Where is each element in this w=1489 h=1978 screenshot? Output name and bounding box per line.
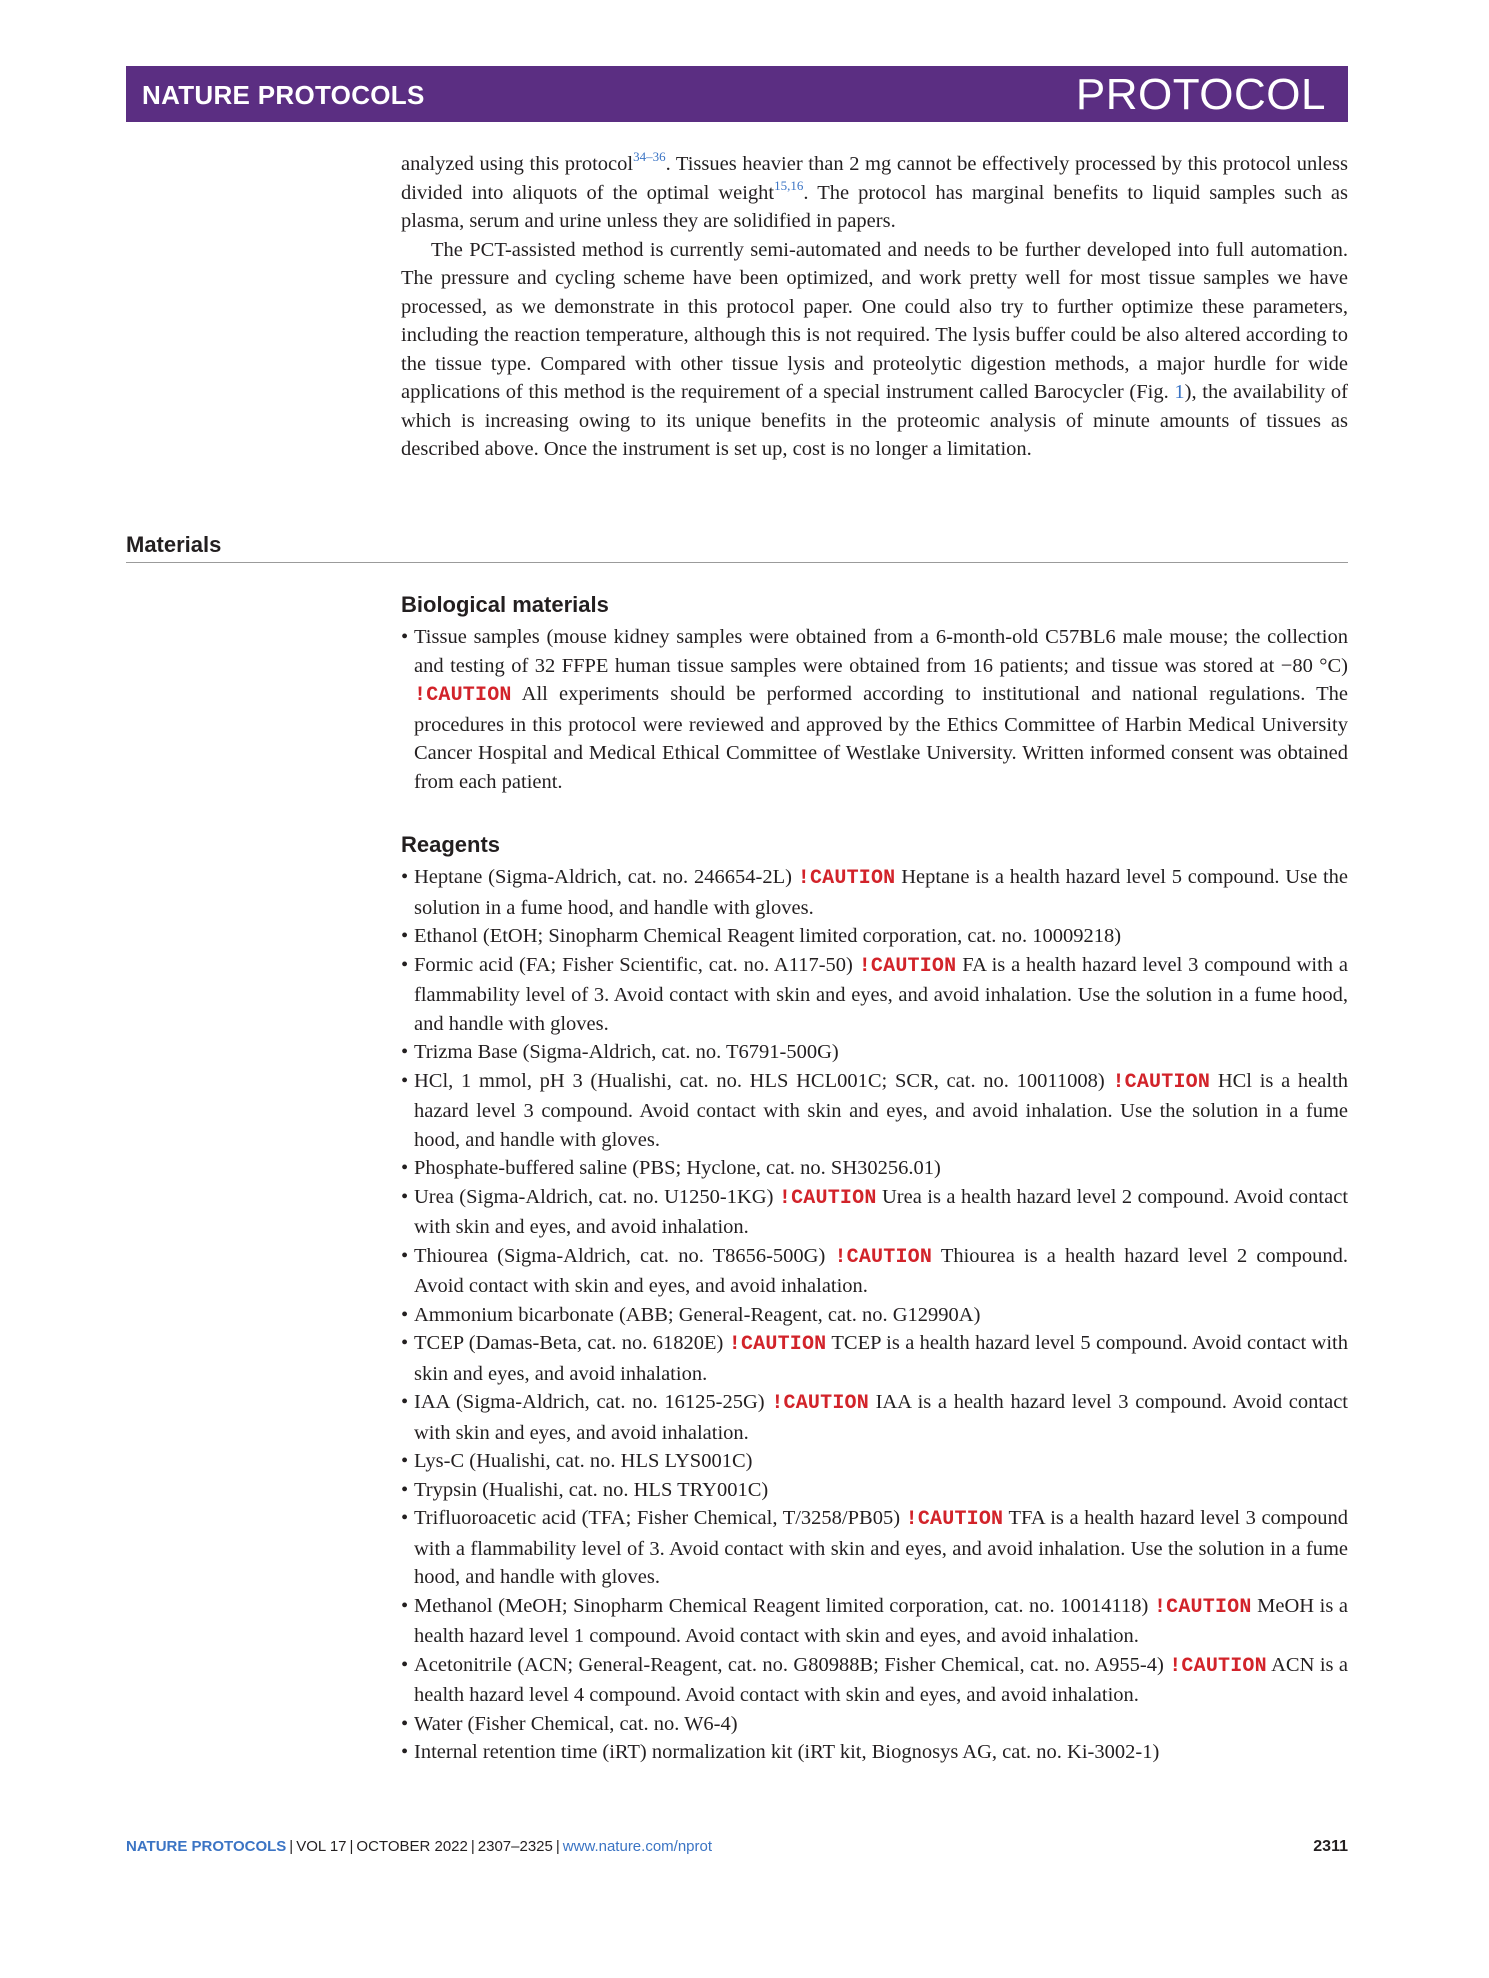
footer-journal: NATURE PROTOCOLS (126, 1838, 287, 1855)
caution-note: TCEP is a health hazard level 5 compound. Avoid contact with skin and eyes, and avoid inhalation. (414, 1332, 1348, 1385)
biological-materials-section (401, 590, 1348, 796)
reagents-heading: Reagents (401, 832, 501, 857)
text-span: . Tissues heavier than 2 mg cannot be effectively processed by this protocol unless divided into aliquots of the optimal weight (401, 153, 1348, 204)
item-text: Lys-C (Hualishi, cat. no. HLS LYS001C) (414, 1450, 753, 1472)
item-text: Tissue samples (mouse kidney samples were obtained from a 6-month-old C57BL6 male mouse; the collection and testing of 32 FFPE human tissue samples were obtained from 16 patients; and tissue was stored at −80 °C) (414, 626, 1348, 677)
item-text: Formic acid (FA; Fisher Scientific, cat. no. A117-50) (414, 953, 853, 976)
item-text: Trifluoroacetic acid (TFA; Fisher Chemical, T/3258/PB05) (414, 1507, 901, 1529)
biological-materials-list (401, 623, 1348, 796)
intro-paragraph-2 (401, 236, 1348, 464)
caution-note: Thiourea is a health hazard level 2 compound. Avoid contact with skin and eyes, and avoid inhalation. (414, 1244, 1348, 1297)
item-text: Heptane (Sigma-Aldrich, cat. no. 246654-2L) (414, 866, 792, 888)
list-item (401, 1447, 1348, 1476)
caution-note: ACN is a health hazard level 4 compound. Avoid contact with skin and eyes, and avoid inhalation. (414, 1653, 1349, 1706)
item-text: HCl, 1 mmol, pH 3 (Hualishi, cat. no. HLS HCL001C; SCR, cat. no. 10011008) (414, 1069, 1105, 1092)
list-item (401, 922, 1348, 951)
figure-link[interactable]: 1 (1174, 381, 1185, 403)
item-text: Trypsin (Hualishi, cat. no. HLS TRY001C) (414, 1478, 769, 1501)
intro-text (401, 150, 1348, 464)
caution-label: !CAUTION (728, 1333, 827, 1356)
item-text: Trizma Base (Sigma-Aldrich, cat. no. T6791-500G) (414, 1041, 839, 1063)
citation-link[interactable]: 34–36 (633, 149, 666, 164)
item-text: Methanol (MeOH; Sinopharm Chemical Reagent limited corporation, cat. no. 10014118) (414, 1594, 1149, 1617)
biological-materials-heading: Biological materials (401, 592, 609, 617)
caution-note: FA is a health hazard level 3 compound with a flammability level of 3. Avoid contact with skin and eyes, and avoid inhalation. Use the solution in a fume hood, and handle with gloves. (414, 953, 1348, 1035)
list-item (401, 1651, 1348, 1710)
text-span: . The protocol has marginal benefits to liquid samples such as plasma, serum and urine unless they are solidified in papers. (401, 181, 1349, 232)
list-item (401, 1710, 1348, 1739)
list-item (401, 1183, 1348, 1242)
caution-note: IAA is a health hazard level 3 compound. Avoid contact with skin and eyes, and avoid inhalation. (414, 1391, 1348, 1444)
list-item (401, 1242, 1348, 1301)
item-text: Ammonium bicarbonate (ABB; General-Reagent, cat. no. G12990A) (414, 1303, 981, 1326)
list-item (401, 863, 1348, 922)
list-item (401, 623, 1348, 796)
item-text: IAA (Sigma-Aldrich, cat. no. 16125-25G) (414, 1391, 765, 1413)
caution-note: Heptane is a health hazard level 5 compound. Use the solution in a fume hood, and handle with gloves. (414, 866, 1349, 919)
item-text: Thiourea (Sigma-Aldrich, cat. no. T8656-500G) (414, 1244, 826, 1267)
list-item (401, 1301, 1348, 1330)
item-text: Urea (Sigma-Aldrich, cat. no. U1250-1KG) (414, 1185, 774, 1208)
caution-label: !CAUTION (905, 1508, 1004, 1531)
footer-volume: VOL 17 (296, 1838, 347, 1855)
caution-label: !CAUTION (858, 954, 957, 978)
caution-label: !CAUTION (834, 1245, 933, 1269)
caution-label: !CAUTION (771, 1392, 869, 1415)
caution-label: !CAUTION (1112, 1070, 1211, 1094)
item-text: Internal retention time (iRT) normalization kit (iRT kit, Biognosys AG, cat. no. Ki-3002-1) (414, 1741, 1160, 1763)
caution-label: !CAUTION (414, 684, 512, 707)
list-item (401, 1476, 1348, 1505)
item-text: Phosphate-buffered saline (PBS; Hyclone, cat. no. SH30256.01) (414, 1157, 941, 1179)
caution-note: MeOH is a health hazard level 1 compound. Avoid contact with skin and eyes, and avoid inhalation. (414, 1594, 1349, 1647)
citation-link[interactable]: 15,16 (774, 177, 804, 193)
list-item (401, 1592, 1348, 1651)
intro-paragraph-1 (401, 150, 1348, 236)
caution-label: !CAUTION (1169, 1654, 1267, 1678)
list-item (401, 1038, 1348, 1067)
text-span: analyzed using this protocol (401, 153, 634, 175)
caution-label: !CAUTION (778, 1186, 877, 1210)
article-type: PROTOCOL (1075, 70, 1326, 119)
reagents-section (401, 830, 1348, 1767)
journal-name: NATURE PROTOCOLS (142, 80, 425, 110)
footer-url-link[interactable]: www.nature.com/nprot (562, 1838, 713, 1855)
footer-date: OCTOBER 2022 (356, 1838, 468, 1855)
page-footer: NATURE PROTOCOLS | VOL 17 | OCTOBER 2022 | 2307–2325 | www.nature.com/nprot 2311 (126, 1838, 1348, 1855)
list-item (401, 1329, 1348, 1388)
text-span: ), the availability of which is increasing owing to its unique benefits in the proteomic analysis of minute amounts of tissues as described above. Once the instrument is set up, cost is no longer a limitation. (401, 381, 1348, 460)
materials-heading: Materials (126, 532, 1348, 563)
list-item (401, 1388, 1348, 1447)
item-text: Water (Fisher Chemical, cat. no. W6-4) (414, 1712, 738, 1735)
list-item (401, 1154, 1348, 1183)
caution-note: HCl is a health hazard level 3 compound. Avoid contact with skin and eyes, and avoid inhalation. Use the solution in a fume hood, and handle with gloves. (414, 1069, 1349, 1151)
journal-banner (126, 66, 1348, 122)
list-item (401, 1738, 1348, 1767)
reagents-list (401, 863, 1348, 1767)
caution-note: All experiments should be performed according to institutional and national regulations. The procedures in this protocol were reviewed and approved by the Ethics Committee of Harbin Medical University Cancer Hospital and Medical Ethical Committee of Westlake University. Written informed consent was obtained from each patient. (414, 683, 1348, 793)
list-item (401, 1067, 1348, 1155)
page-number: 2311 (1313, 1838, 1348, 1855)
caution-note: TFA is a health hazard level 3 compound with a flammability level of 3. Avoid contact with skin and eyes, and avoid inhalation. Use the solution in a fume hood, and handle with gloves. (414, 1507, 1348, 1588)
text-span: The PCT-assisted method is currently semi-automated and needs to be further developed into full automation. The pressure and cycling scheme have been optimized, and work pretty well for most tissue samples we have processed, as we demonstrate in this protocol paper. One could also try to further optimize these parameters, including the reaction temperature, although this is not required. The lysis buffer could be also altered according to the tissue type. Compared with other tissue lysis and proteolytic digestion methods, a major hurdle for wide applications of this method is the requirement of a special instrument called Barocycler (Fig. (401, 238, 1348, 403)
caution-note: Urea is a health hazard level 2 compound. Avoid contact with skin and eyes, and avoid inhalation. (414, 1185, 1349, 1238)
caution-label: !CAUTION (797, 867, 896, 890)
item-text: Ethanol (EtOH; Sinopharm Chemical Reagent limited corporation, cat. no. 10009218) (414, 925, 1122, 947)
item-text: TCEP (Damas-Beta, cat. no. 61820E) (414, 1332, 724, 1354)
footer-pages: 2307–2325 (477, 1838, 553, 1855)
list-item (401, 1504, 1348, 1592)
list-item (401, 951, 1348, 1039)
caution-label: !CAUTION (1153, 1595, 1252, 1619)
item-text: Acetonitrile (ACN; General-Reagent, cat. no. G80988B; Fisher Chemical, cat. no. A955-4) (414, 1653, 1164, 1676)
